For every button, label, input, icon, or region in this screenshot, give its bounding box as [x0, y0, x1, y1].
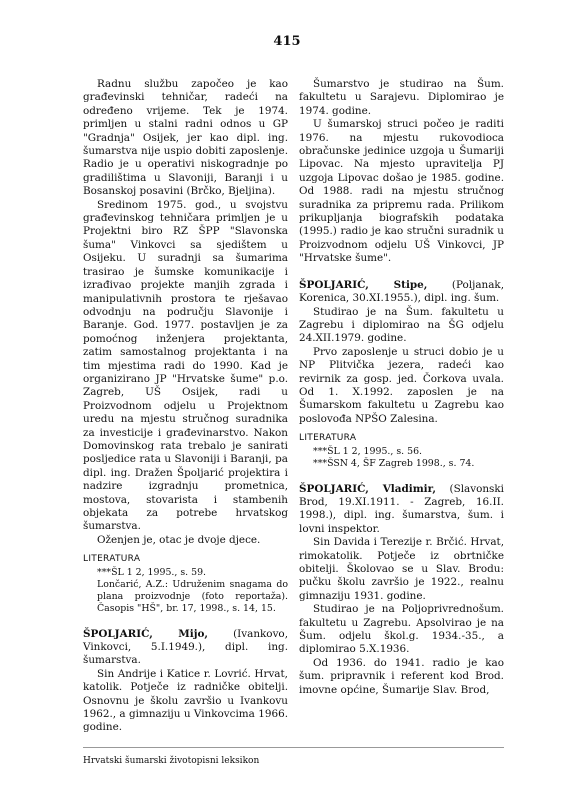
- paragraph-text: Sin Davida i Terezije r. Brčić. Hrvat, rimokatolik. Potječe iz obrtničke obitelji. Školovao se u Slav. Brodu: pučku školu završio je 1922., realnu gimnaziju 1931. godine.: [299, 536, 504, 602]
- paragraph-text: ***ŠL 1 2, 1995., s. 59.: [97, 566, 207, 578]
- entry-name: ŠPOLJARIĆ, Mijo,: [83, 627, 209, 640]
- left-column: [83, 78, 288, 735]
- literature-heading: [299, 432, 504, 445]
- paragraph-text: Lončarić, A.Z.: Udruženim snagama do plana proizvodnje (foto reportaža). Časopis "HŠ", br. 17, 1998., s. 14, 15.: [97, 578, 288, 614]
- paragraph-text: Prvo zaposlenje u struci dobio je u NP Plitvička jezera, radeći kao revirnik za gosp. jed. Čorkova uvala. Od 1. X.1992. zaposlen je na Šumarskom fakultetu u Zagrebu kao poslovođa NPŠO Zalesina.: [299, 345, 504, 425]
- paragraph: [299, 118, 504, 265]
- entry-name: ŠPOLJARIĆ, Vladimir,: [299, 482, 436, 495]
- literature-heading: [83, 553, 288, 566]
- entry-header: [83, 628, 288, 668]
- paragraph: [83, 199, 288, 534]
- paragraph-text: ***ŠSN 4, ŠF Zagreb 1998., s. 74.: [313, 457, 475, 469]
- paragraph-text: ***ŠL 1 2, 1995., s. 56.: [313, 445, 423, 457]
- paragraph-text: Studirao je na Šum. fakultetu u Zagrebu i diplomirao na ŠG odjelu 24.XII.1979. godine.: [299, 305, 504, 345]
- paragraph-text: U šumarskoj struci počeo je raditi 1976. na mjestu rukovodioca obračunske jedinice uzgoja u Šumariji Lipovac. Na mjesto upravitelja PJ uzgoja Lipovac došao je 1985. godine. Od 1988. radi na mjestu stručnog suradnika za pripremu rada. Prilikom prikupljanja biografskih podataka (1995.) radio je kao stručni suradnik u Proizvodnom odjelu UŠ Vinkovci, JP "Hrvatske šume".: [299, 118, 504, 265]
- literature-entry: [83, 579, 288, 615]
- entry-gap: [299, 266, 504, 279]
- entry-gap: [83, 615, 288, 628]
- paragraph-text: Sin Andrije i Katice r. Lovrić. Hrvat, katolik. Potječe iz radničke obitelji. Osnovnu je školu završio u Ivankovu 1962., a gimnaziju u Vinkovcima 1966. godine.: [83, 667, 288, 734]
- paragraph: [299, 536, 504, 603]
- footer-rule: [83, 747, 504, 748]
- paragraph-text: Radnu službu započeo je kao građevinski tehničar, radeći na određeno vrijeme. Tek je 1974. primljen u stalni radni odnos u GP "Gradnja" Osijek, jer kao dipl. ing. šumarstva nije uspio dobiti zaposlenje. Radio je u operativi niskogradnje po gradilištima u Slavoniji, Baranji i u Bosanskoj posavini (Brčko, Bjeljina).: [83, 78, 288, 198]
- paragraph-text: Šumarstvo je studirao na Šum. fakultetu u Sarajevu. Diplomirao je 1974. godine.: [299, 78, 504, 117]
- paragraph-text: Oženjen je, otac je dvoje djece.: [97, 533, 261, 546]
- paragraph-text: LITERATURA: [83, 554, 141, 565]
- paragraph: [299, 603, 504, 657]
- entry-header: [299, 279, 504, 306]
- paragraph: [299, 78, 504, 118]
- paragraph-text: (Ivankovo, Vinkovci, 5.I.1949.), dipl. ing. šumarstva.: [83, 627, 288, 667]
- literature-entry: [299, 458, 504, 470]
- paragraph: [83, 534, 288, 547]
- paragraph-text: Od 1936. do 1941. radio je kao šum. pripravnik i referent kod Brod. imovne općine, Šumarije Slav. Brod,: [299, 656, 504, 696]
- entry-gap: [299, 470, 504, 483]
- paragraph-text: LITERATURA: [299, 433, 357, 444]
- right-column: [299, 78, 504, 697]
- paragraph: [83, 78, 288, 199]
- paragraph-text: (Slavonski Brod, 19.XI.1911. - Zagreb, 16.II. 1998.), dipl. ing. šumarstva, šum. i lovni inspektor.: [299, 482, 504, 535]
- entry-name: ŠPOLJARIĆ, Stipe,: [299, 278, 428, 291]
- footer-title: Hrvatski šumarski životopisni leksikon: [83, 756, 260, 766]
- paragraph-text: (Poljanak, Korenica, 30.XI.1955.), dipl. ing. šum.: [299, 278, 504, 305]
- paragraph: [83, 668, 288, 735]
- entry-header: [299, 483, 504, 537]
- paragraph: [299, 346, 504, 426]
- page-number: 415: [273, 34, 301, 49]
- paragraph: [299, 306, 504, 346]
- literature-entry: [83, 567, 288, 579]
- paragraph-text: Studirao je na Poljoprivrednošum. fakultetu u Zagrebu. Apsolvirao je na Šum. odjelu škol.g. 1934.-35., a diplomirao 5.X.1936.: [299, 603, 504, 656]
- paragraph-text: Sredinom 1975. god., u svojstvu građevinskog tehničara primljen je u Projektni biro RZ ŠPP "Slavonska šuma" Vinkovci sa sjedištem u Osijeku. U suradnji sa šumarima trasirao je šumske komunikacije i izrađivao projekte manjih zgrada i manipulativnih prostora te rješavao odvodnju na području Slavonije i Baranje. God. 1977. postavljen je za pomoćnog inženjera projektanta, zatim samostalnog projektanta i na tim mjestima radi do 1990. Kad je organizirano JP "Hrvatske šume" p.o. Zagreb, UŠ Osijek, radi u Proizvodnom odjelu u Projektnom uredu na mjestu stručnog suradnika za investicije i građevinarstvo. Nakon Domovinskog rata trebalo je sanirati posljedice rata u Slavoniji i Baranji, pa dipl. ing. Dražen Špoljarić projektira i nadzire izgradnju prometnica, mostova, stovarista i stambenih objekata za potrebe hrvatskog šumarstva.: [83, 198, 288, 533]
- paragraph: [299, 657, 504, 697]
- literature-entry: [299, 446, 504, 458]
